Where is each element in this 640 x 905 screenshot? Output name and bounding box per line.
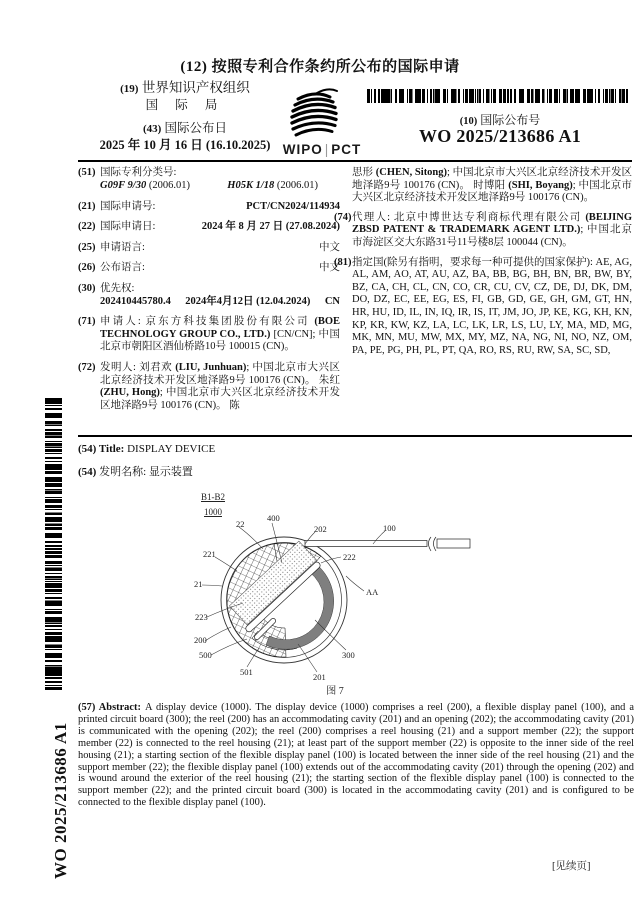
ipc-label: 国际专利分类号: [100,167,177,178]
field-num-81: (81) [334,256,352,268]
barcode-left-vertical [45,398,62,690]
header-left-block [70,80,300,154]
app-date-label: 国际申请日: [100,221,156,233]
figure-section-label: B1-B2 [201,492,226,502]
field-priority [78,283,340,308]
title-chinese-text: (54) 发明名称: 显示装置 [78,466,193,478]
field-num-22: (22) [78,221,96,233]
logo-separator: | [324,142,330,157]
inventors-text: 发明人: 刘君欢 (LIU, Junhuan); 中国北京市大兴区北京经济技术开发区地泽路9号 100176 (CN)。 朱红 (ZHU, Hong); 中国北京市大兴区北京经济技术开发区地泽路9号 100176 (CN)。 陈 [100,362,340,411]
ipc-code: G09F 9/30 [100,180,147,192]
field-num-43: (43) [143,122,162,135]
wipo-label: WIPO [282,142,323,157]
pub-number-label: 国际公布号 [480,113,541,127]
figure-ref-22: 22 [236,519,245,529]
field-designated-states [334,257,632,358]
field-num-21: (21) [78,200,96,212]
ipc-entry [100,180,190,193]
abstract-text: (57) Abstract: A display device (1000). The display device (1000) comprises a reel (200), a flexible display panel (100), and a printed circuit board (300); the reel (200) has an accommodating cavity (201) and an opening (202); the accommodating cavity (201) is communicated with the opening (202); the reel (200) comprises a reel housing (21) and a support member (22); the support member (22) is connected to the reel housing (21); at least part of the support member (22) is opposite to the inner side of the reel housing (21); a starting section of the flexible display panel (100) is located between the inner side of the reel housing (21) and the support member (22); the flexible display panel (100) extends out of the accommodating cavity (201) through the opening (202) and is wound around the exterior of the reel housing (21); the starting section of the flexible display panel (100) is connected to the support member (22); and the printed circuit board (300) is located in the accommodating cavity (201) and is configured to be connected to the flexible display panel (100). [78,702,634,809]
figure-drawing [155,487,495,702]
pub-date-label-line [70,121,300,137]
wipo-pct-wordmark [272,142,372,157]
field-ipc [78,167,340,193]
figure-ref-223: 223 [195,612,208,622]
field-num-74: (74) [334,211,352,223]
org-name-line [70,80,300,97]
title-english [78,443,632,455]
field-app-date [78,221,340,234]
figure-ref-400: 400 [267,513,280,523]
figure-ref-AA: AA [366,587,379,597]
pub-date-label: 国际公布日 [164,120,227,135]
priority-country: CN [324,295,340,307]
figure-caption: 图 7 [326,686,344,697]
pub-number-value: WO 2025/213686 A1 [418,126,582,146]
figure-ref-201: 201 [313,672,326,682]
org-name: 世界知识产权组织 [141,80,250,95]
abstract-block [78,702,634,809]
applicant-text: 申请人: 京东方科技集团股份有限公司 (BOE TECHNOLOGY GROUP CO., LTD.) [CN/CN]; 中国北京市朝阳区酒仙桥路10号 100015 (CN)。 [100,316,340,353]
app-number-label: 国际申请号: [100,200,156,212]
field-agent [334,212,632,250]
app-date-value: 2024 年 8 月 27 日 (27.08.2024) [201,221,340,233]
ipc-entries [100,180,318,193]
figure-ref-300: 300 [342,650,355,660]
wipo-logo-icon [283,86,347,142]
patent-figure [155,487,495,702]
figure-ref-202: 202 [314,524,327,534]
title-chinese [78,463,632,479]
agent-text: 代理人: 北京中博世达专利商标代理有限公司 (BEIJING ZBSD PATENT & TRADEMARK AGENT LTD.); 中国北京市海淀区交大东路31号11号楼8层 100044 (CN)。 [352,211,632,248]
bibliographic-left-column [78,167,340,420]
field-num-12: (12) [180,59,208,75]
field-num-71: (71) [78,316,96,328]
figure-ref-221: 221 [203,549,216,559]
pct-label: PCT [331,142,362,157]
designated-states-text: 指定国(除另有指明，要求每一种可提供的国家保护): AE, AG, AL, AM, AO, AT, AU, AZ, BA, BB, BG, BH, BN, BR, BW, BY, BZ, CA, CH, CL, CN, CO, CR, CU, CV, CZ, DE, DJ, DK, DM, DO, DZ, EC, EE, EG, ES, FI, GB, GD, GE, GH, GM, GT, HN, HR, HU, ID, IL, IN, IQ, IR, IS, IT, JM, JO, JP, KE, KG, KH, KN, KP, KR, KW, KZ, LA, LC, LK, LR, LS, LU, LY, MA, MD, MG, MK, MN, MU, MW, MX, MY, MZ, NA, NG, NI, NO, NZ, OM, PA, PE, PG, PH, PL, PT, QA, RO, RS, RU, RW, SA, SC, SD, [352,256,633,356]
inventors-continued-text: 思形 (CHEN, Sitong); 中国北京市大兴区北京经济技术开发区地泽路9号 100176 (CN)。 时博阳 (SHI, Boyang); 中国北京市大兴区北京经济技术开发区地泽路9号 100176 (CN)。 [352,167,632,204]
title-english-text: (54) Title: DISPLAY DEVICE [78,443,216,455]
field-num-30: (30) [78,283,96,295]
field-filing-language [78,242,340,255]
figure-ref-222: 222 [343,552,356,562]
field-num-19: (19) [120,83,139,95]
field-num-10: (10) [459,116,478,127]
ipc-version: (2006.01) [148,180,190,192]
app-number-value: PCT/CN2024/114934 [246,200,340,212]
org-bureau: 国 际 局 [145,97,225,112]
filing-language-value: 中文 [319,241,340,253]
priority-app-number: 202410445780.4 [100,295,171,307]
figure-ref-1000: 1000 [204,507,222,517]
priority-label: 优先权: [100,283,135,295]
field-inventors [78,362,340,412]
barcode-top [367,89,630,103]
figure-ref-501: 501 [240,667,253,677]
field-app-number [78,201,340,214]
ipc-version: (2006.01) [276,180,318,192]
pub-language-value: 中文 [319,262,340,274]
doc-type-line [0,55,640,76]
figure-ref-500: 500 [199,650,212,660]
pub-language-label: 公布语言: [100,262,145,274]
field-num-72: (72) [78,362,96,374]
figure-ref-21: 21 [194,579,203,589]
figure-ref-100: 100 [383,523,396,533]
bibliographic-right-column [334,167,632,365]
inventors-continued [334,167,632,205]
priority-date: 2024年4月12日 (12.04.2024) [185,295,311,307]
continuation-note: [见续页] [552,861,591,872]
ipc-code: H05K 1/18 [227,180,275,192]
field-num-26: (26) [78,262,96,274]
field-num-25: (25) [78,241,96,253]
title-divider [78,435,632,437]
header-divider [78,160,632,162]
field-pub-language [78,262,340,275]
pub-date-value: 2025 年 10 月 16 日 (16.10.2025) [99,138,271,153]
field-applicant [78,316,340,354]
field-num-51: (51) [78,167,96,178]
doc-type-text: 按照专利合作条约所公布的国际申请 [211,59,460,75]
ipc-entry [227,180,318,193]
filing-language-label: 申请语言: [100,241,145,253]
figure-ref-200: 200 [194,635,207,645]
pub-number-vertical: WO 2025/213686 A1 [51,722,70,879]
